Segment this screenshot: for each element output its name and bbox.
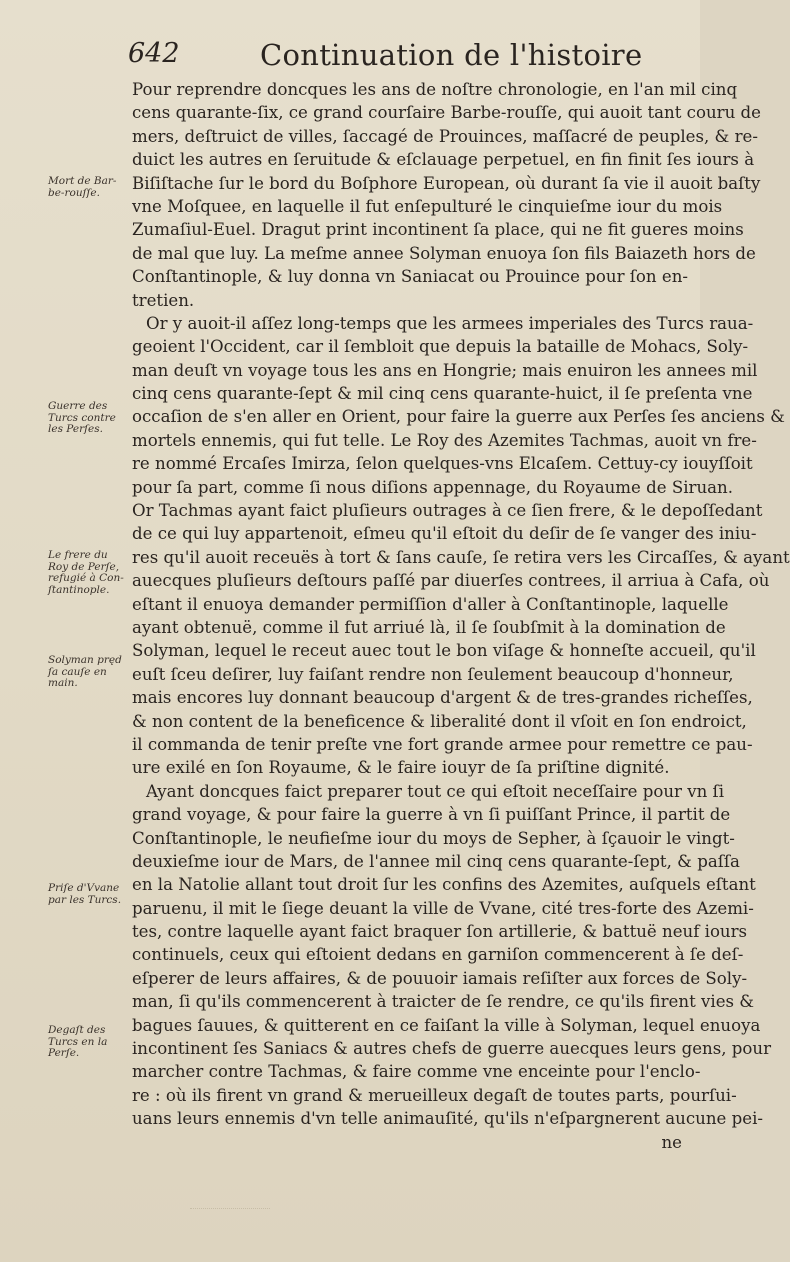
text-line: pour ſa part, comme ſi nous diſions appennage, du Royaume de Siruan. xyxy=(132,477,733,497)
margin-note-brother-refugee: Le frere du Roy de Perſe, refugié à Con- ſtantinople. xyxy=(48,549,124,596)
text-line: duict les autres en ſeruitude & eſclauage perpetuel, en fin finit ſes iours à xyxy=(132,150,755,170)
text-line: de mal que luy. La meſme annee Solyman enuoya ſon fils Baiazeth hors de xyxy=(132,243,756,263)
text-line: grand voyage, & pour faire la guerre à vn ſi puiſſant Prince, il partit de xyxy=(132,805,731,825)
text-line: Conſtantinople, le neufieſme iour du moys de Sepher, à ſçauoir le vingt- xyxy=(132,828,735,848)
text-line: tretien. xyxy=(132,290,195,310)
text-line: Conſtantinople, & luy donna vn Saniacat ou Prouince pour ſon en- xyxy=(132,267,688,287)
text-line: bagues ſauues, & quitterent en ce faiſant la ville à Solyman, lequel enuoya xyxy=(132,1015,761,1035)
text-line: en la Natolie allant tout droit ſur les confins des Azemites, auſquels eſtant xyxy=(132,875,756,895)
text-line: re nommé Ercaſes Imirza, ſelon quelques-vns Elcaſem. Cettuy-cy iouyſſoit xyxy=(132,454,753,474)
text-line: deuxieſme iour de Mars, de l'annee mil cinq cens quarante-ſept, & paſſa xyxy=(132,851,740,871)
page-number: 642 xyxy=(128,38,180,69)
text-line: geoient l'Occident, car il ſembloit que depuis la bataille de Mohacs, Soly- xyxy=(132,337,749,357)
text-line: re : où ils firent vn grand & merueilleux degaſt de toutes parts, pourſui- xyxy=(132,1085,737,1105)
text-line: auecques pluſieurs deſtours paſſé par diuerſes contrees, il arriua à Cafa, où xyxy=(132,571,770,591)
text-line: eſperer de leurs affaires, & de pouuoir iamais reſiſter aux forces de Soly- xyxy=(132,968,748,988)
text-line: cinq cens quarante-ſept & mil cinq cens quarante-huict, il ſe preſenta vne xyxy=(132,384,753,404)
text-line: man, ſi qu'ils commencerent à traicter de ſe rendre, ce qu'ils firent vies & xyxy=(132,992,755,1012)
text-line: Or Tachmas ayant faict pluſieurs outrages à ce ſien frere, & le depoſſedant xyxy=(132,501,763,521)
text-line: marcher contre Tachmas, & faire comme vne enceinte pour l'enclo- xyxy=(132,1062,701,1082)
text-line: Or y auoit-il aſſez long-temps que les armees imperiales des Turcs raua- xyxy=(146,313,754,333)
text-line: tes, contre laquelle ayant faict braquer ſon artillerie, & battuë neuf iours xyxy=(132,922,748,942)
page-header xyxy=(128,38,684,78)
text-line: vne Moſquee, en laquelle il fut enſepulturé le cinquieſme iour du mois xyxy=(132,196,723,216)
text-line: incontinent ſes Saniacs & autres chefs de guerre auecques leurs gens, pour xyxy=(132,1039,772,1059)
catchword: ne xyxy=(661,1132,682,1152)
text-line: paruenu, il mit le ſiege deuant la ville de Vvane, cité tres-forte des Azemi- xyxy=(132,898,754,918)
text-line: eſtant il enuoya demander permiſſion d'aller à Conſtantinople, laquelle xyxy=(132,594,729,614)
margin-note-death-barbarossa: Mort de Bar- be-rouſſe. xyxy=(48,175,117,199)
text-line: mais encores luy donnant beaucoup d'argent & de tres-grandes richeſſes, xyxy=(132,688,753,708)
running-title: Continuation de l'histoire xyxy=(260,38,643,72)
text-line: ayant obtenuë, comme il fut arriué là, il ſe ſoubſmit à la domination de xyxy=(132,617,726,637)
text-line: mers, deſtruict de villes, ſaccagé de Prouinces, maſſacré de peuples, & re- xyxy=(132,126,758,146)
text-line: euſt ſceu deſirer, luy faiſant rendre non ſeulement beaucoup d'honneur, xyxy=(132,664,734,684)
margin-note-solyman-cause: Solyman pręd ſa cauſe en main. xyxy=(48,654,122,689)
margin-note-war-persians: Guerre des Turcs contre les Perſes. xyxy=(48,400,116,435)
text-line: de ce qui luy appartenoit, eſmeu qu'il eſtoit du deſir de ſe vanger des iniu- xyxy=(132,524,757,544)
text-line: Pour reprendre doncques les ans de noſtre chronologie, en l'an mil cinq xyxy=(132,80,738,99)
text-line: cens quarante-ſix, ce grand courſaire Barbe-rouſſe, qui auoit tant couru de xyxy=(132,103,761,123)
text-line: Biſiſtache ſur le bord du Boſphore European, où durant ſa vie il auoit baſty xyxy=(132,173,761,193)
text-line: & non content de la beneficence & liberalité dont il vſoit en ſon endroict, xyxy=(132,711,747,731)
text-line: Zumaſiul-Euel. Dragut print incontinent ſa place, qui ne fit gueres moins xyxy=(132,220,744,240)
text-line: mortels ennemis, qui fut telle. Le Roy des Azemites Tachmas, auoit vn fre- xyxy=(132,430,757,450)
margin-note-devastation: Degaſt des Turcs en la Perſe. xyxy=(48,1024,108,1059)
text-line: Ayant doncques faict preparer tout ce qui eſtoit neceſſaire pour vn ſi xyxy=(146,781,725,801)
bottom-ink-mark xyxy=(190,1208,270,1223)
margin-note-capture-vvane: Priſe d'Vvane par les Turcs. xyxy=(48,882,122,906)
text-line: res qu'il auoit receuës à tort & ſans cauſe, ſe retira vers les Circaſſes, & ayant xyxy=(132,547,790,567)
text-line: uans leurs ennemis d'vn telle animauſité, qu'ils n'eſpargnerent aucune pei- xyxy=(132,1109,763,1129)
text-line: ure exilé en ſon Royaume, & le faire iouyr de ſa priſtine dignité. xyxy=(132,758,670,778)
text-line: man deuſt vn voyage tous les ans en Hongrie; mais enuiron les annees mil xyxy=(132,360,758,380)
body-text xyxy=(132,78,790,1154)
text-line: continuels, ceux qui eſtoient dedans en garniſon commencerent à ſe deſ- xyxy=(132,945,744,965)
text-line: occaſion de s'en aller en Orient, pour faire la guerre aux Perſes ſes anciens & xyxy=(132,407,785,427)
text-line: Solyman, lequel le receut auec tout le bon viſage & honneſte accueil, qu'il xyxy=(132,641,756,661)
text-line: il commanda de tenir preſte vne fort grande armee pour remettre ce pau- xyxy=(132,734,753,754)
